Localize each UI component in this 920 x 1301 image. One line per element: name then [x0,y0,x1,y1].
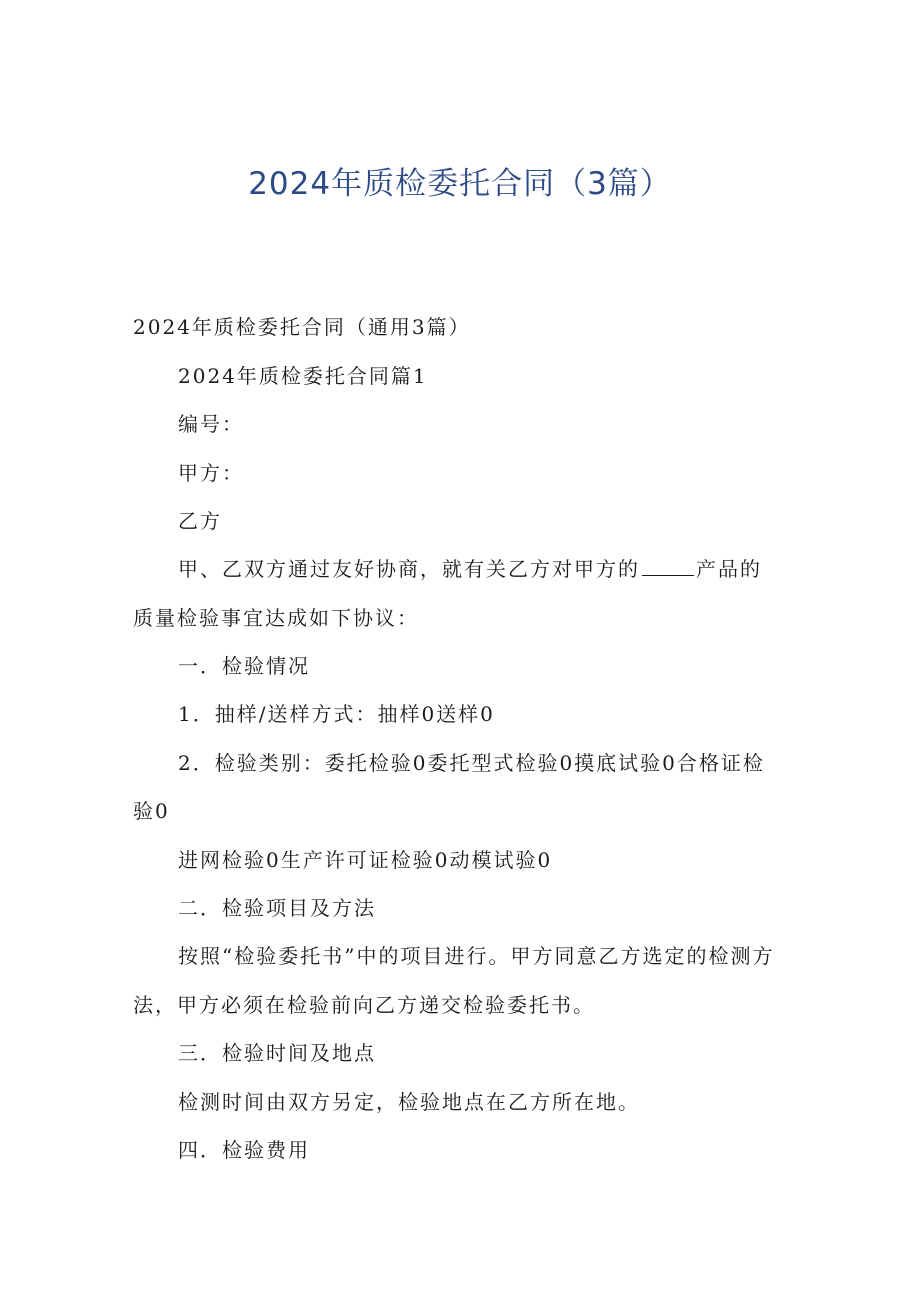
section-heading-4: 四．检验费用 [178,1138,310,1162]
intro-text-before-blank: 甲、乙双方通过友好协商，就有关乙方对甲方的 [178,557,640,581]
section-heading-3: 三．检验时间及地点 [178,1041,376,1065]
intro-line [178,555,762,583]
subtitle-line: 2024年质检委托合同（通用3篇） [133,315,471,339]
party-b-label: 乙方 [178,509,222,533]
part-heading: 2024年质检委托合同篇1 [178,364,428,388]
section-heading-2: 二．检验项目及方法 [178,896,376,920]
section-2-text-continuation: 法，甲方必须在检验前向乙方递交检验委托书。 [133,993,595,1017]
intro-continuation: 质量检验事宜达成如下协议： [133,606,419,630]
intro-text-after-blank: 产品的 [696,557,762,581]
inspection-type-item: 2．检验类别：委托检验0委托型式检验0摸底试验0合格证检 [178,751,765,775]
inspection-type-extra: 进网检验0生产许可证检验0动模试验0 [178,848,553,872]
party-a-label: 甲方： [178,461,244,485]
section-3-text: 检测时间由双方另定，检验地点在乙方所在地。 [178,1090,640,1114]
number-label: 编号： [178,412,244,436]
product-blank-field [642,557,694,576]
section-2-text: 按照“检验委托书”中的项目进行。甲方同意乙方选定的检测方 [178,944,775,968]
section-heading-1: 一．检验情况 [178,654,310,678]
inspection-type-continuation: 验0 [133,799,170,823]
document-title: 2024年质检委托合同（3篇） [248,166,672,202]
sampling-method-item: 1．抽样/送样方式：抽样0送样0 [178,702,495,726]
